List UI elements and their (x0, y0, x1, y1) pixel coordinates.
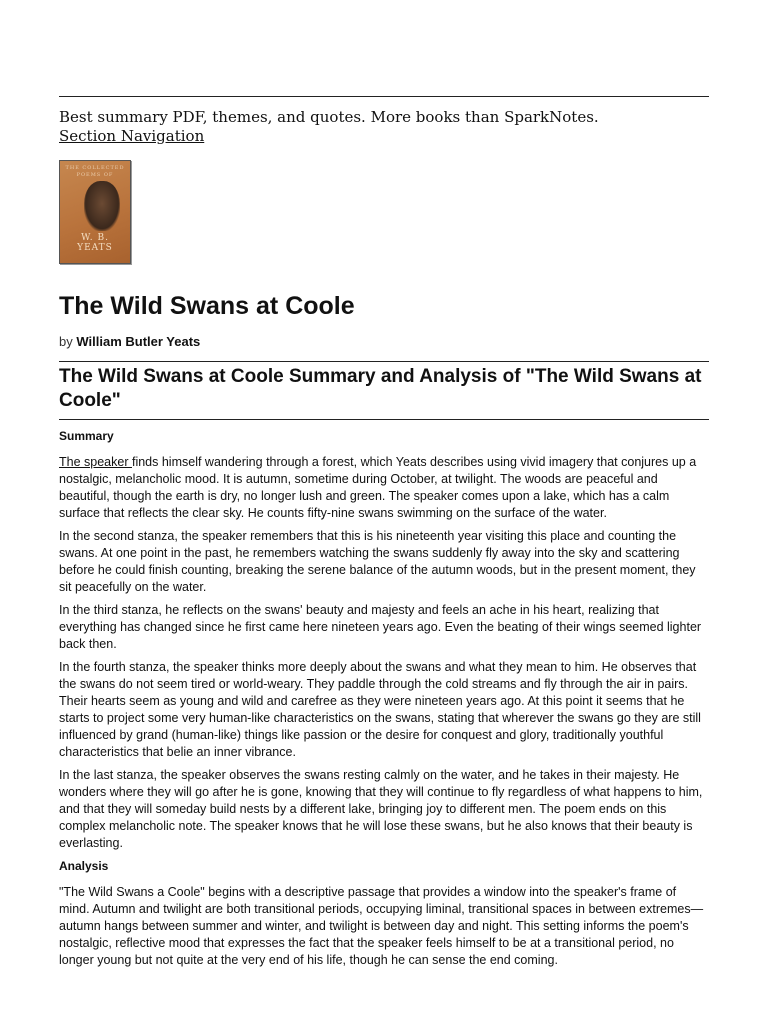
summary-paragraph-2: In the second stanza, the speaker remembers that this is his nineteenth year visiting this place and counting the swans. At one point in the past, he remembers watching the swans suddenly fly away into the sky and scattering before he could finish counting, breaking the serene balance of the autumn woods, but in the present moment, they sit peacefully on the water. (59, 529, 696, 594)
summary-paragraph-1 (59, 454, 709, 522)
book-cover-image[interactable] (59, 160, 131, 264)
site-tagline: Best summary PDF, themes, and quotes. More books than SparkNotes. (59, 108, 599, 126)
byline (59, 334, 709, 350)
summary-label: Summary (59, 429, 114, 443)
summary-paragraph-3: In the third stanza, he reflects on the swans' beauty and majesty and feels an ache in his heart, realizing that everything has changed since he first came here nineteen years ago. Even the beating of their wings seemed lighter back then. (59, 603, 702, 651)
page-content (59, 96, 709, 969)
top-divider (59, 96, 709, 97)
heading-divider-top (59, 361, 709, 362)
book-title: The Wild Swans at Coole (59, 292, 355, 320)
section-navigation-link[interactable]: Section Navigation (59, 127, 205, 145)
cover-author-text: W. B. YEATS (77, 233, 113, 253)
section-heading: The Wild Swans at Coole Summary and Analysis of "The Wild Swans at Coole" (59, 366, 702, 411)
byline-by-label: by (59, 334, 73, 349)
heading-divider-bottom (59, 419, 709, 420)
analysis-label: Analysis (59, 859, 109, 873)
cover-portrait (84, 181, 120, 231)
speaker-link[interactable]: The speaker (59, 455, 132, 469)
summary-paragraph-1-text: finds himself wandering through a forest, which Yeats describes using vivid imagery that conjures up a nostalgic, melancholic mood. It is autumn, sometime during October, at twilight. The woods are peaceful and beautiful, though the earth is dry, no longer lush and green. The speaker comes upon a lake, which has a calm surface that reflects the clear sky. He counts fifty-nine swans swimming on the surface of the water. (59, 455, 697, 520)
analysis-paragraph-1: "The Wild Swans a Coole" begins with a descriptive passage that provides a window into the speaker's frame of mind. Autumn and twilight are both transitional periods, occupying liminal, transitional spaces in between extremes—autumn hangs between summer and winter, and twilight is between day and night. This setting informs the poem's nostalgic, reflective mood that expresses the fact that the speaker feels himself to be at a transitional period, no longer young but not quite at the very end of his life, though he can sense the end coming. (59, 885, 704, 967)
summary-paragraph-4: In the fourth stanza, the speaker thinks more deeply about the swans and what they mean to him. He observes that the swans do not seem tired or world-weary. They paddle through the cold streams and fly through the air in pairs. Their hearts seem as young and wild and carefree as they were nineteen years ago. At this point it seems that he starts to project some very human-like characteristics on the swans, stating that wherever the swans go they are still influenced by grand (human-like) things like passion or the desire for conquest and glory, traditionally youthful characteristics that belie an inner vibrance. (59, 660, 701, 759)
author-name[interactable]: William Butler Yeats (76, 334, 201, 349)
summary-paragraph-5: In the last stanza, the speaker observes the swans resting calmly on the water, and he takes in their majesty. He wonders where they will go after he is gone, knowing that they will continue to fly regardless of what happens to him, and that they will someday build nests by a different lake, bringing joy to different men. The poem ends on this complex melancholic note. The speaker knows that he will lose these swans, but he also knows that their beauty is everlasting. (59, 768, 703, 850)
cover-series-text: THE COLLECTED POEMS OF (65, 165, 125, 178)
